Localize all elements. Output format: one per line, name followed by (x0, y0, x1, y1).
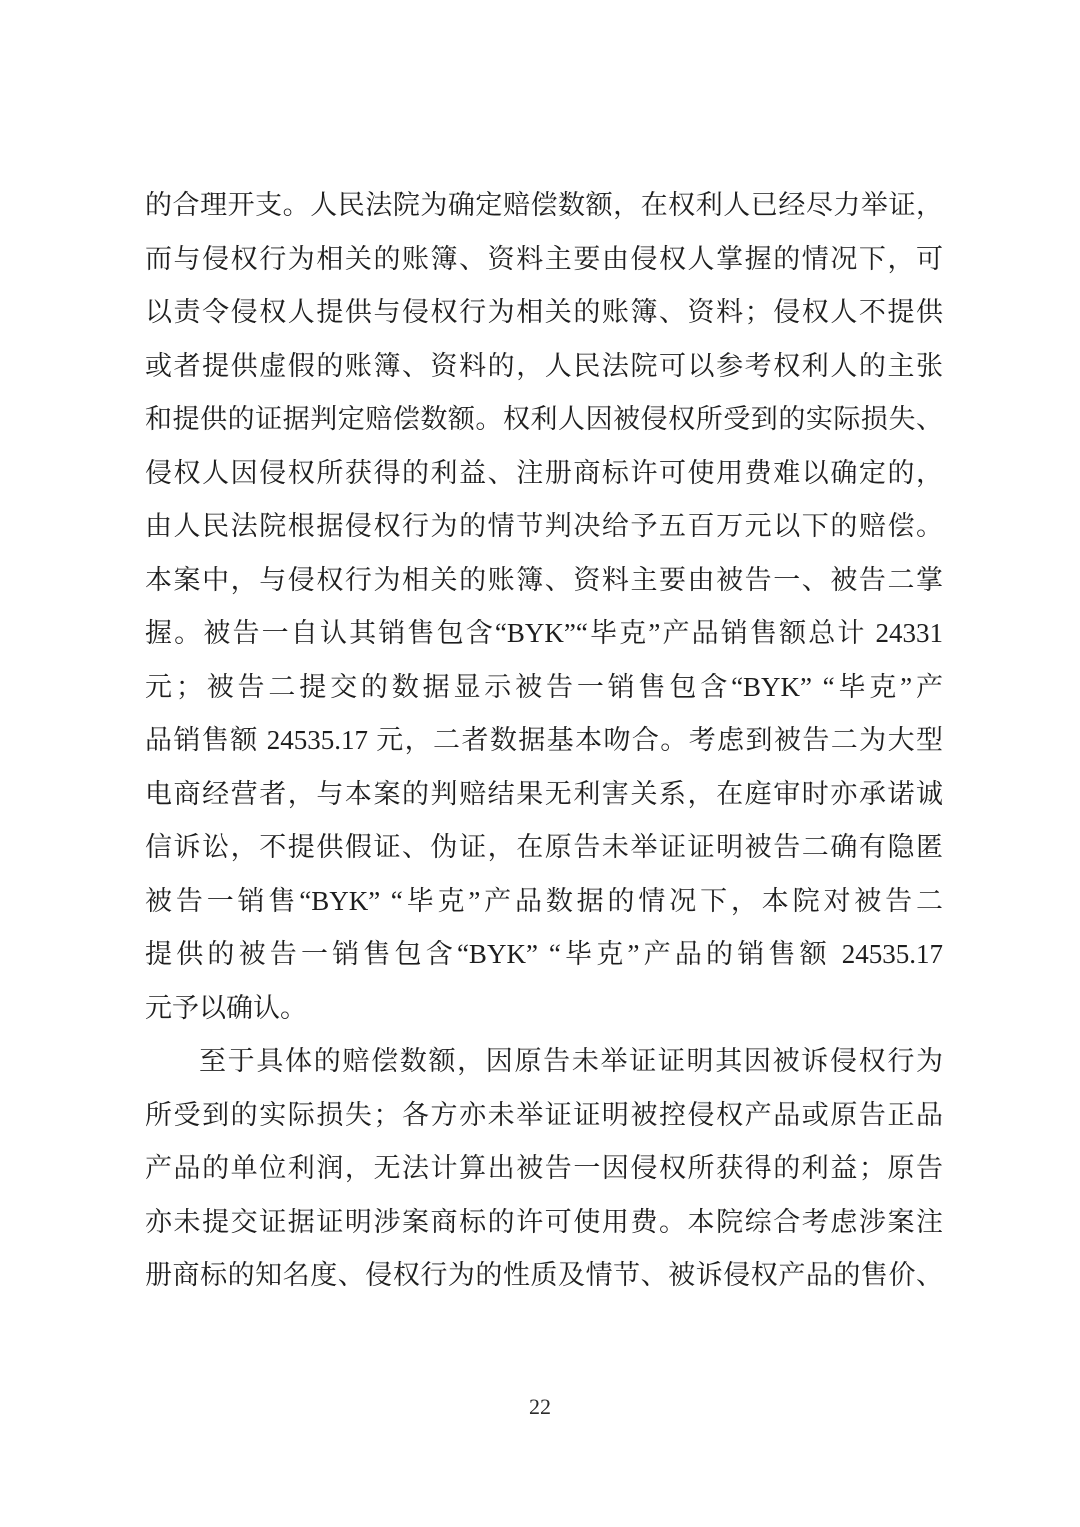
text-line: 品销售额 24535.17 元，二者数据基本吻合。考虑到被告二为大型 (145, 725, 943, 755)
text-line: 元；被告二提交的数据显示被告一销售包含“BYK” “毕克”产 (145, 671, 943, 702)
page-number: 22 (529, 1394, 551, 1419)
text-line: 信诉讼，不提供假证、伪证，在原告未举证证明被告二确有隐匿 (145, 832, 943, 862)
text-line: 侵权人因侵权所获得的利益、注册商标许可使用费难以确定的， (145, 457, 943, 488)
text-line: 以责令侵权人提供与侵权行为相关的账簿、资料；侵权人不提供 (145, 297, 943, 327)
text-line: 被告一销售“BYK” “毕克”产品数据的情况下，本院对被告二 (145, 885, 943, 916)
text-line: 亦未提交证据证明涉案商标的许可使用费。本院综合考虑涉案注 (145, 1206, 943, 1237)
text-line: 或者提供虚假的账簿、资料的，人民法院可以参考权利人的主张 (145, 350, 943, 381)
text-line: 产品的单位利润，无法计算出被告一因侵权所获得的利益；原告 (145, 1153, 943, 1183)
text-line-paragraph-end: 元予以确认。 (145, 992, 307, 1023)
text-line: 由人民法院根据侵权行为的情节判决给予五百万元以下的赔偿。 (145, 511, 943, 541)
text-line: 本案中，与侵权行为相关的账簿、资料主要由被告一、被告二掌 (145, 564, 943, 595)
text-line: 册商标的知名度、侵权行为的性质及情节、被诉侵权产品的售价、 (145, 1260, 943, 1290)
text-line: 所受到的实际损失；各方亦未举证证明被控侵权产品或原告正品 (145, 1099, 943, 1130)
judgment-text-block (145, 179, 943, 1303)
text-line: 提供的被告一销售包含“BYK” “毕克”产品的销售额 24535.17 (145, 939, 943, 969)
text-line: 和提供的证据判定赔偿数额。权利人因被侵权所受到的实际损失、 (145, 404, 943, 434)
text-line-paragraph-start: 至于具体的赔偿数额，因原告未举证证明其因被诉侵权行为 (199, 1046, 943, 1076)
text-line: 而与侵权行为相关的账簿、资料主要由侵权人掌握的情况下，可 (145, 243, 943, 274)
text-line: 握。被告一自认其销售包含“BYK”“毕克”产品销售额总计 24331 (145, 618, 943, 648)
text-line: 的合理开支。人民法院为确定赔偿数额，在权利人已经尽力举证， (145, 190, 943, 220)
text-line: 电商经营者，与本案的判赔结果无利害关系，在庭审时亦承诺诚 (145, 778, 943, 809)
